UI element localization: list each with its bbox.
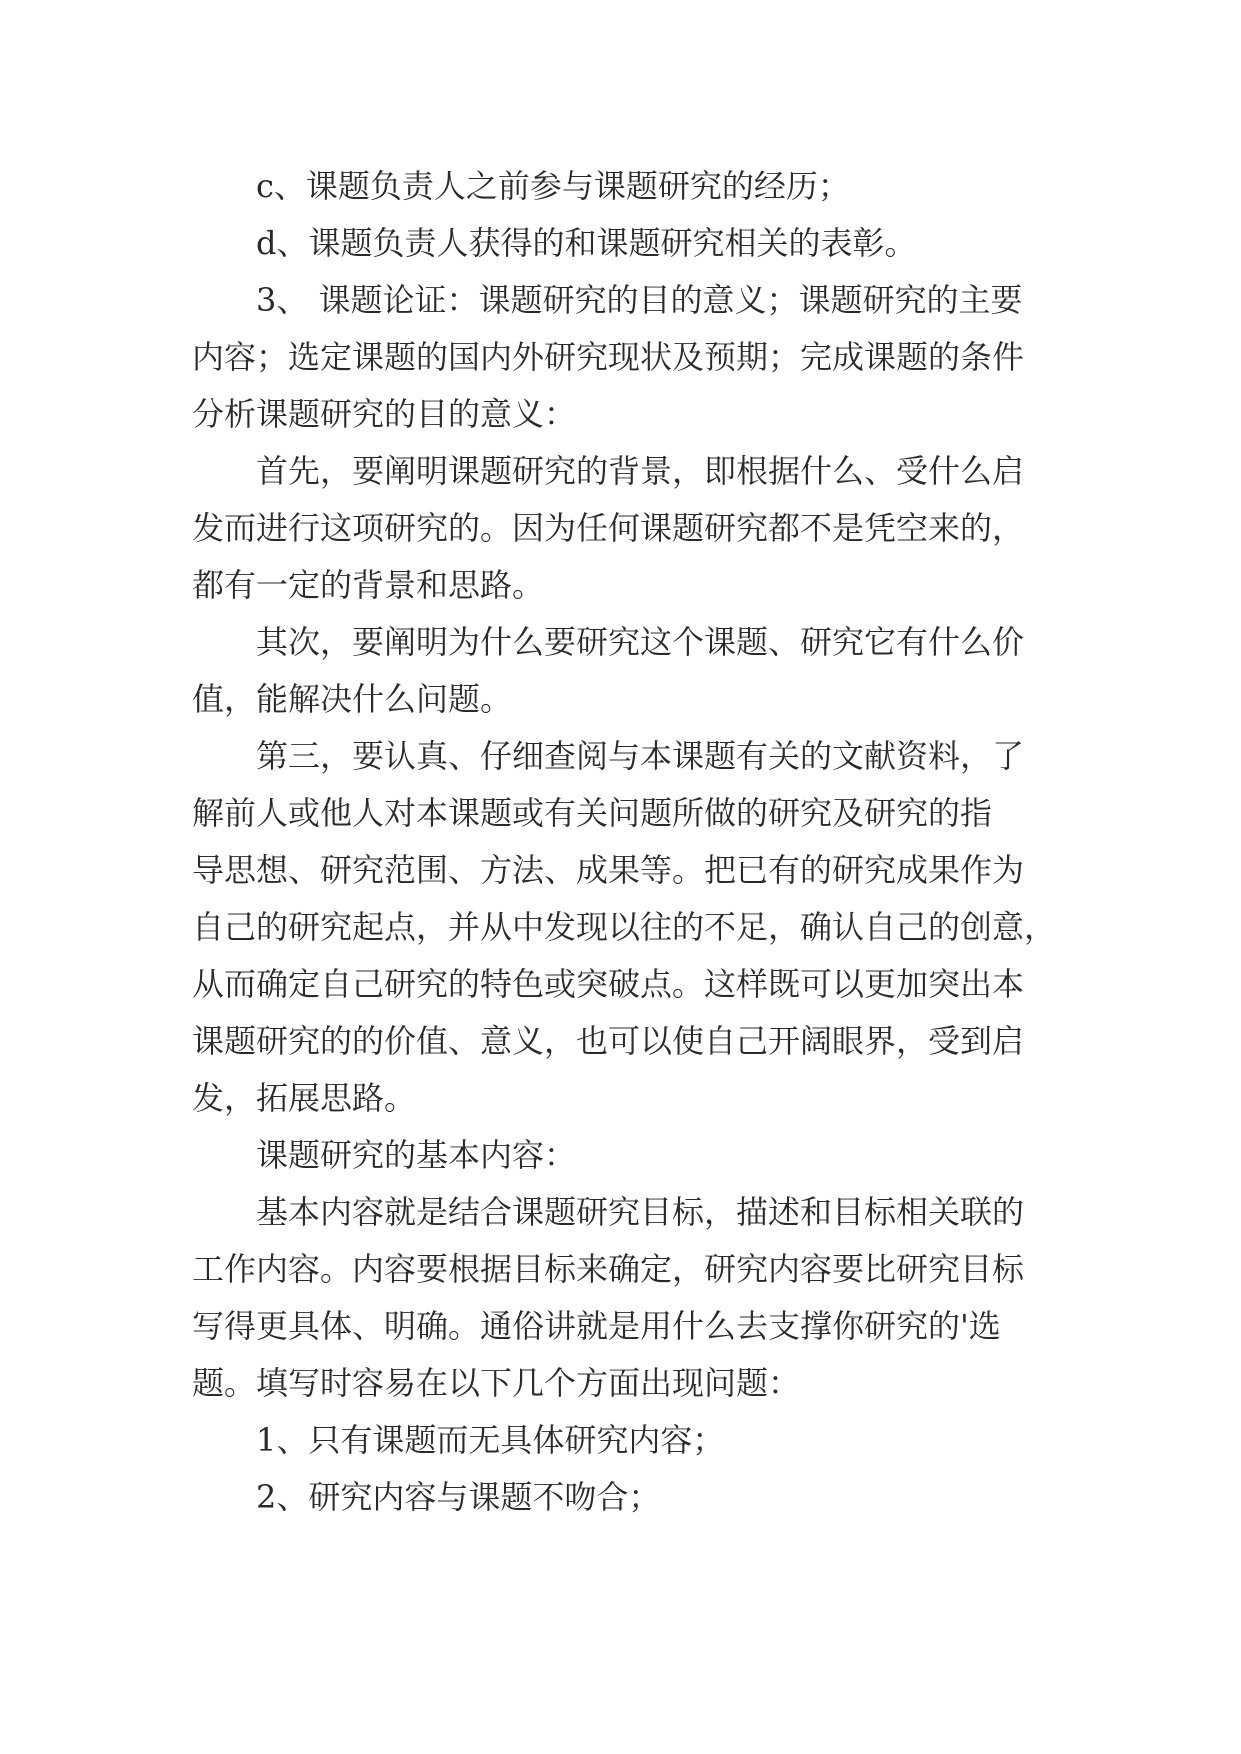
text-line: 1、只有课题而无具体研究内容； [256,1421,725,1459]
text-line: d、课题负责人获得的和课题研究相关的表彰。 [256,224,917,262]
text-line: 课题研究的基本内容： [256,1136,577,1174]
text-line: 首先，要阐明课题研究的背景，即根据什么、受什么启 [256,452,1025,490]
text-line: 课题研究的的价值、意义，也可以使自己开阔眼界，受到启 [192,1022,1025,1060]
text-line: 值，能解决什么问题。 [192,680,513,718]
text-line: 发而进行这项研究的。因为任何课题研究都不是凭空来的， [192,509,1025,547]
text-line: 2、研究内容与课题不吻合； [256,1478,661,1516]
text-line: 从而确定自己研究的特色或突破点。这样既可以更加突出本 [192,965,1025,1003]
text-line: 解前人或他人对本课题或有关问题所做的研究及研究的指 [192,794,993,832]
text-line: 内容；选定课题的国内外研究现状及预期；完成课题的条件 [192,338,1025,376]
text-line: 都有一定的背景和思路。 [192,566,545,604]
text-line: 3、 课题论证：课题研究的目的意义；课题研究的主要 [256,281,1023,319]
text-line: 导思想、研究范围、方法、成果等。把已有的研究成果作为 [192,851,1025,889]
text-line: 其次，要阐明为什么要研究这个课题、研究它有什么价 [256,623,1025,661]
text-line: 发，拓展思路。 [192,1079,417,1117]
text-line: c、课题负责人之前参与课题研究的经历； [256,167,850,205]
text-line: 第三，要认真、仔细查阅与本课题有关的文献资料，了 [256,737,1025,775]
text-line: 自己的研究起点，并从中发现以往的不足，确认自己的创意， [192,908,1057,946]
text-line: 工作内容。内容要根据目标来确定，研究内容要比研究目标 [192,1250,1025,1288]
text-line: 题。填写时容易在以下几个方面出现问题： [192,1364,801,1402]
text-line: 基本内容就是结合课题研究目标，描述和目标相关联的 [256,1193,1025,1231]
text-line: 分析课题研究的目的意义： [192,395,577,433]
text-line: 写得更具体、明确。通俗讲就是用什么去支撑你研究的'选 [192,1307,1001,1345]
